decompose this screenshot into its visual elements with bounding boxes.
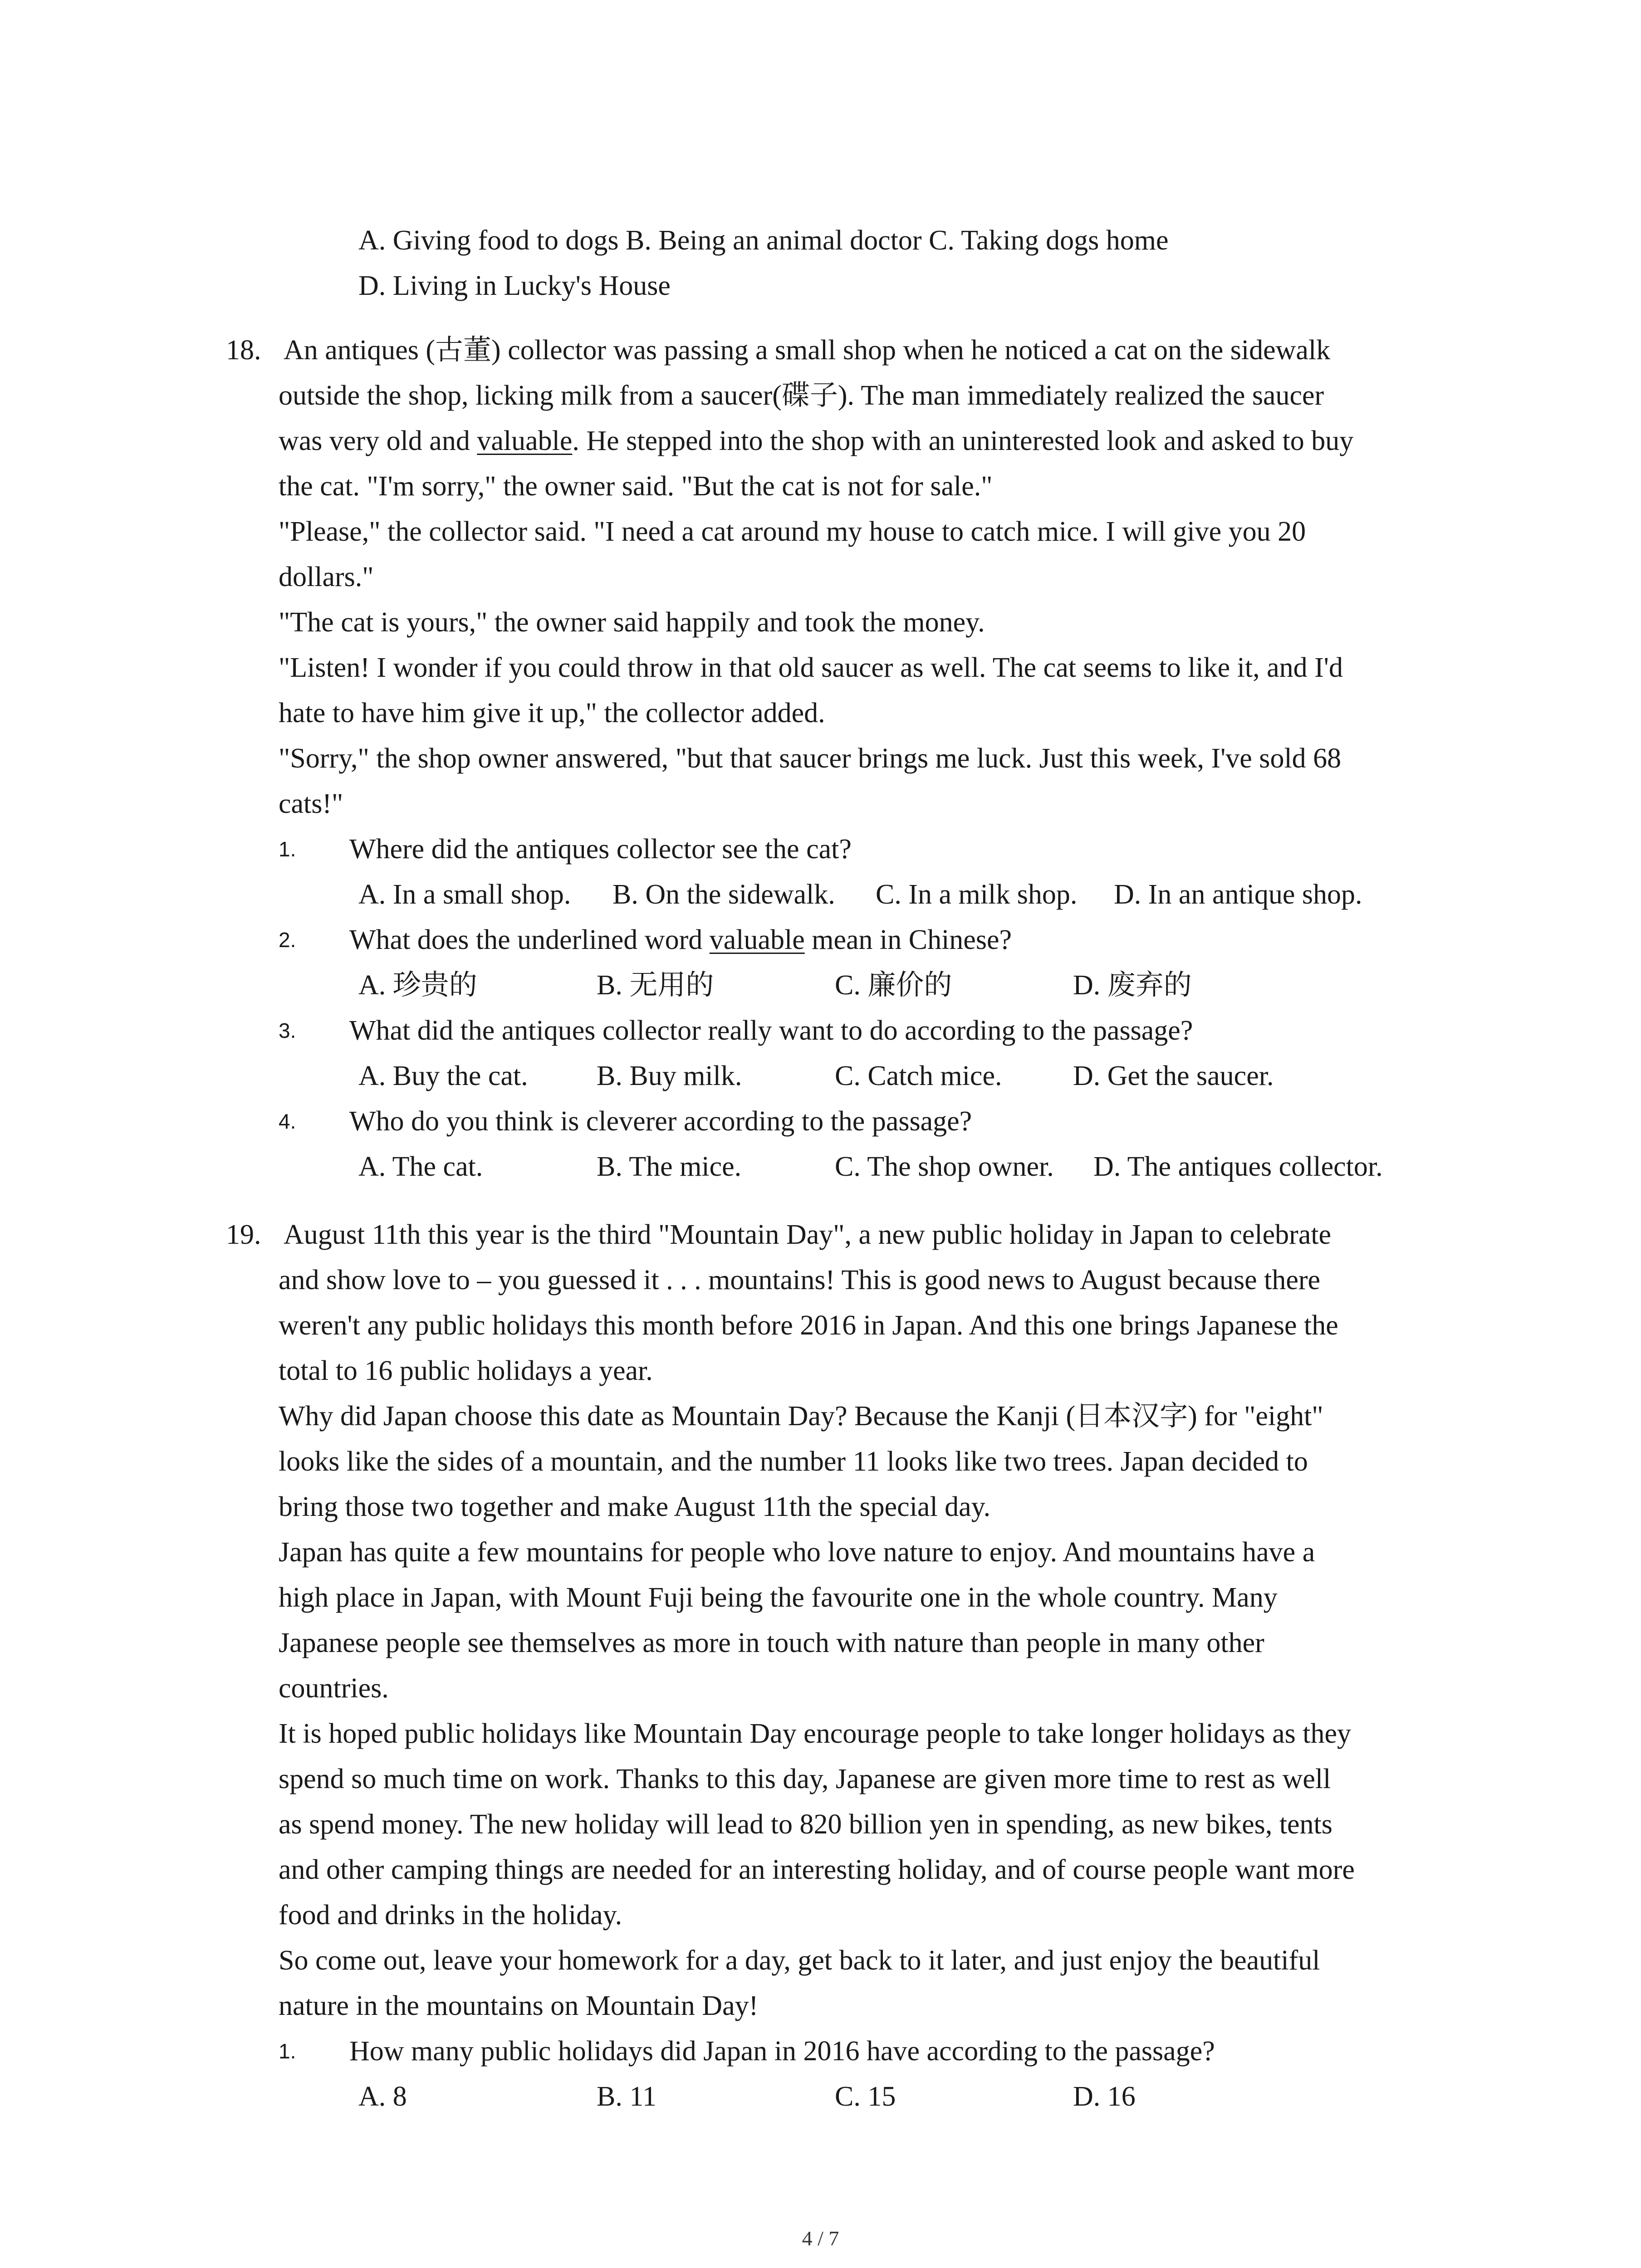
q18-passage-line: the cat. "I'm sorry," the owner said. "But the cat is not for sale."	[279, 471, 993, 502]
q19-passage-line: food and drinks in the holiday.	[279, 1900, 622, 1931]
q18-passage-line: dollars."	[279, 562, 374, 592]
q18-passage-line: cats!"	[279, 788, 343, 819]
q19-passage-line: So come out, leave your homework for a day, get back to it later, and just enjoy the beautiful	[279, 1945, 1320, 1976]
underlined-word: valuable	[709, 924, 805, 955]
q19-passage-line: total to 16 public holidays a year.	[279, 1355, 653, 1386]
sub-question-text	[349, 917, 1012, 963]
q19-passage-line: Japanese people see themselves as more in touch with nature than people in many other	[279, 1628, 1264, 1658]
sub-question-number: 1.	[279, 2039, 296, 2063]
q19-passage-line: and show love to – you guessed it . . . mountains! This is good news to August because there	[279, 1265, 1321, 1295]
sub-question-text-part: What does the underlined word	[349, 924, 710, 955]
q18-passage-line: "The cat is yours," the owner said happily and took the money.	[279, 607, 985, 638]
q18-passage-line: "Sorry," the shop owner answered, "but that saucer brings me luck. Just this week, I've sold 68	[279, 743, 1342, 774]
option-d: D. 废弃的	[1073, 970, 1192, 1001]
q18-passage-text: . He stepped into the shop with an uninterested look and asked to buy	[572, 425, 1354, 456]
q17-options-line-1: A. Giving food to dogs B. Being an animal doctor C. Taking dogs home	[358, 225, 1169, 256]
q19-passage-line: Why did Japan choose this date as Mountain Day? Because the Kanji (日本汉字) for "eight"	[279, 1401, 1323, 1432]
sub-question-text: How many public holidays did Japan in 2016 have according to the passage?	[349, 2036, 1215, 2067]
question-number-19: 19.	[226, 1219, 261, 1250]
q19-passage-line: weren't any public holidays this month before 2016 in Japan. And this one brings Japanese the	[279, 1310, 1338, 1341]
q17-options-line-2: D. Living in Lucky's House	[358, 270, 671, 301]
option-a: A. In a small shop.	[358, 879, 571, 910]
q19-passage-line: and other camping things are needed for an interesting holiday, and of course people want more	[279, 1854, 1355, 1885]
sub-question-number: 2.	[279, 928, 296, 952]
q18-passage-line: "Listen! I wonder if you could throw in that old saucer as well. The cat seems to like it, and I'd	[279, 652, 1343, 683]
option-c: C. 廉价的	[835, 970, 952, 1001]
q19-passage-line: as spend money. The new holiday will lead to 820 billion yen in spending, as new bikes, tents	[279, 1809, 1332, 1840]
q18-passage-text: was very old and	[279, 425, 477, 456]
q19-passage-line: looks like the sides of a mountain, and the number 11 looks like two trees. Japan decided to	[279, 1446, 1308, 1477]
option-d: D. The antiques collector.	[1093, 1151, 1383, 1182]
sub-question-text-part: mean in Chinese?	[804, 924, 1012, 955]
q18-passage-line	[279, 418, 1353, 464]
sub-question-number: 4.	[279, 1110, 296, 1133]
q18-passage-line: An antiques (古董) collector was passing a small shop when he noticed a cat on the sidewalk	[284, 335, 1331, 366]
option-a: A. The cat.	[358, 1151, 483, 1182]
q19-passage-line: August 11th this year is the third "Mountain Day", a new public holiday in Japan to celebrate	[284, 1219, 1332, 1250]
option-b: B. 无用的	[597, 970, 714, 1001]
option-b: B. The mice.	[597, 1151, 742, 1182]
q18-passage-line: "Please," the collector said. "I need a cat around my house to catch mice. I will give you 20	[279, 516, 1306, 547]
q19-passage-line: Japan has quite a few mountains for people who love nature to enjoy. And mountains have a	[279, 1537, 1315, 1568]
option-b: B. On the sidewalk.	[612, 879, 835, 910]
q19-passage-line: It is hoped public holidays like Mountain Day encourage people to take longer holidays as they	[279, 1718, 1352, 1749]
sub-question-number: 3.	[279, 1019, 296, 1042]
option-a: A. Buy the cat.	[358, 1061, 528, 1091]
sub-question-text: What did the antiques collector really want to do according to the passage?	[349, 1015, 1193, 1046]
q19-passage-line: nature in the mountains on Mountain Day!	[279, 1990, 759, 2021]
q19-passage-line: spend so much time on work. Thanks to this day, Japanese are given more time to rest as well	[279, 1764, 1331, 1794]
sub-question-text: Who do you think is cleverer according to the passage?	[349, 1106, 972, 1137]
sub-question-text: Where did the antiques collector see the cat?	[349, 834, 852, 865]
option-a: A. 珍贵的	[358, 970, 477, 1001]
q18-passage-line: outside the shop, licking milk from a saucer(碟子). The man immediately realized the saucer	[279, 380, 1324, 411]
option-c: C. In a milk shop.	[876, 879, 1078, 910]
q19-passage-line: countries.	[279, 1673, 389, 1704]
option-a: A. 8	[358, 2081, 407, 2112]
option-d: D. In an antique shop.	[1114, 879, 1362, 910]
underlined-word: valuable	[477, 425, 573, 456]
option-d: D. Get the saucer.	[1073, 1061, 1274, 1091]
option-d: D. 16	[1073, 2081, 1136, 2112]
question-number-18: 18.	[226, 335, 261, 366]
q19-passage-line: high place in Japan, with Mount Fuji being the favourite one in the whole country. Many	[279, 1582, 1278, 1613]
q18-passage-line: hate to have him give it up," the collector added.	[279, 698, 825, 728]
option-b: B. Buy milk.	[597, 1061, 742, 1091]
sub-question-number: 1.	[279, 837, 296, 861]
page-number: 4 / 7	[802, 2227, 839, 2250]
q19-passage-line: bring those two together and make August 11th the special day.	[279, 1491, 991, 1522]
option-c: C. The shop owner.	[835, 1151, 1054, 1182]
option-b: B. 11	[597, 2081, 657, 2112]
option-c: C. Catch mice.	[835, 1061, 1002, 1091]
option-c: C. 15	[835, 2081, 896, 2112]
